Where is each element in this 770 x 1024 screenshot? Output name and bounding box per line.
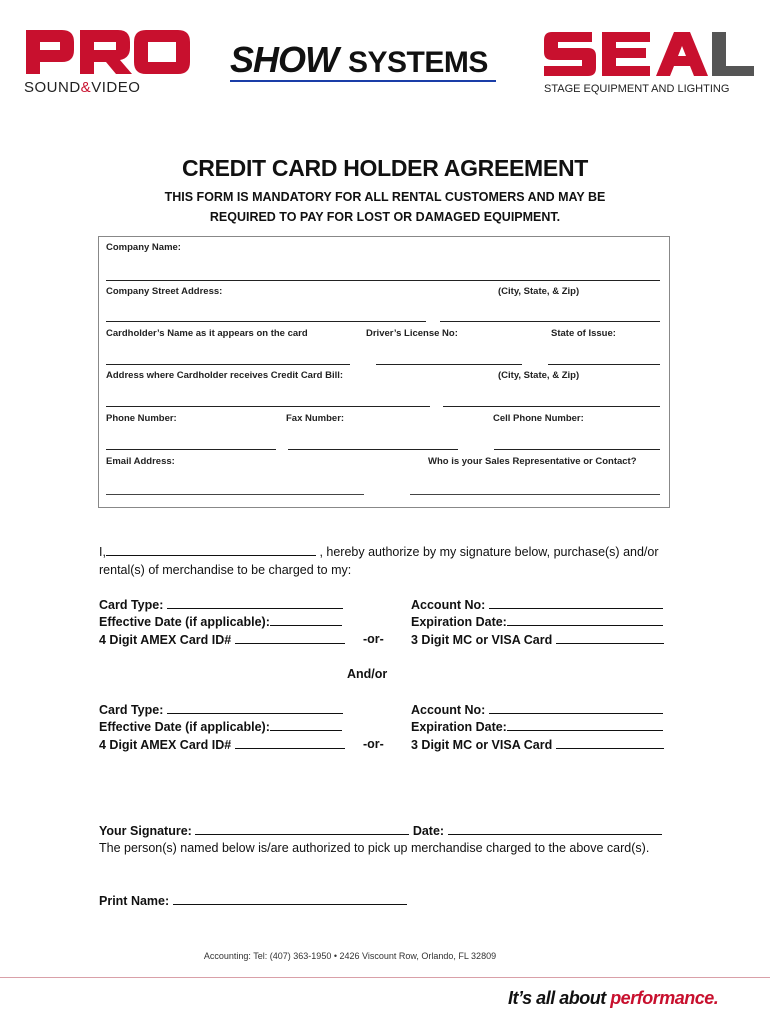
card2-mc-visa-label: 3 Digit MC or VISA Card xyxy=(411,738,553,752)
card2-account-no xyxy=(411,702,663,717)
seal-logo-subtext: STAGE EQUIPMENT AND LIGHTING xyxy=(544,83,730,95)
card1-or: -or- xyxy=(363,632,384,646)
authorization-line-2: rental(s) of merchandise to be charged to my: xyxy=(99,563,352,577)
company-name-field[interactable] xyxy=(106,280,660,281)
cardholder-name-field[interactable] xyxy=(106,364,350,365)
billing-address-field[interactable] xyxy=(106,406,430,407)
billing-city-field[interactable] xyxy=(443,406,660,407)
state-of-issue-label: State of Issue: xyxy=(551,328,616,339)
subtitle-line-2: REQUIRED TO PAY FOR LOST OR DAMAGED EQUIPMENT. xyxy=(209,210,561,224)
footer-contact: Accounting: Tel: (407) 363-1950 • 2426 Viscount Row, Orlando, FL 32809 xyxy=(203,951,497,961)
card1-mc-visa-field[interactable] xyxy=(556,632,664,644)
card1-expiration-label: Expiration Date: xyxy=(411,615,507,629)
authorizer-name-field[interactable] xyxy=(106,545,316,556)
card1-amex-id-field[interactable] xyxy=(235,632,345,644)
card1-mc-visa xyxy=(411,632,664,647)
card2-amex-id-field[interactable] xyxy=(235,737,345,749)
and-or-separator: And/or xyxy=(347,667,388,681)
card1-expiration xyxy=(411,614,663,629)
card2-type-label: Card Type: xyxy=(99,703,164,717)
card1-type-field[interactable] xyxy=(167,597,343,609)
print-name-field[interactable] xyxy=(173,893,407,905)
company-name-label: Company Name: xyxy=(106,242,181,253)
authorization-suffix: , hereby authorize by my signature below, purchase(s) and/or xyxy=(319,545,659,559)
fax-field[interactable] xyxy=(288,449,458,450)
city-state-zip-label-1: (City, State, & Zip) xyxy=(498,286,580,297)
svg-text:SHOW: SHOW xyxy=(230,39,338,80)
card2-account-no-field[interactable] xyxy=(489,702,663,714)
card1-amex-id-label: 4 Digit AMEX Card ID# xyxy=(99,633,232,647)
phone-field[interactable] xyxy=(106,449,276,450)
tagline-accent: performance. xyxy=(610,988,719,1008)
cardholder-name-label: Cardholder’s Name as it appears on the card xyxy=(106,328,308,339)
pro-sound-video-logo xyxy=(22,28,194,96)
fax-label: Fax Number: xyxy=(286,413,345,424)
sales-rep-label: Who is your Sales Representative or Contact? xyxy=(428,456,637,467)
cell-phone-label: Cell Phone Number: xyxy=(493,413,584,424)
footer-divider xyxy=(0,977,770,978)
show-systems-logo xyxy=(228,34,500,94)
company-street-label: Company Street Address: xyxy=(106,286,223,297)
drivers-license-field[interactable] xyxy=(376,364,522,365)
svg-text:SYSTEMS: SYSTEMS xyxy=(348,46,488,79)
phone-label: Phone Number: xyxy=(106,413,177,424)
card2-mc-visa-field[interactable] xyxy=(556,737,664,749)
subtitle-line-1: THIS FORM IS MANDATORY FOR ALL RENTAL CUSTOMERS AND MAY BE xyxy=(164,190,606,204)
card1-effective-date xyxy=(99,614,342,629)
signature-field[interactable] xyxy=(195,823,409,835)
card2-effective-date-label: Effective Date (if applicable): xyxy=(99,720,270,734)
city-state-zip-label-2: (City, State, & Zip) xyxy=(498,370,580,381)
card1-mc-visa-label: 3 Digit MC or VISA Card xyxy=(411,633,553,647)
card1-type xyxy=(99,597,343,612)
card2-account-no-label: Account No: xyxy=(411,703,486,717)
card2-type-field[interactable] xyxy=(167,702,343,714)
card1-account-no xyxy=(411,597,663,612)
signature-date-field[interactable] xyxy=(448,823,662,835)
company-city-field[interactable] xyxy=(440,321,660,322)
authorized-pickup-note: The person(s) named below is/are authorized to pick up merchandise charged to the above card(s). xyxy=(99,841,650,855)
state-of-issue-field[interactable] xyxy=(548,364,660,365)
card2-effective-date xyxy=(99,719,342,734)
card1-effective-date-field[interactable] xyxy=(270,614,342,626)
tagline xyxy=(508,988,718,1009)
card1-expiration-field[interactable] xyxy=(507,614,663,626)
pro-logo-subtext: SOUND&VIDEO xyxy=(24,79,141,96)
card2-amex-id xyxy=(99,737,345,752)
your-signature-label: Your Signature: xyxy=(99,824,192,838)
card2-amex-id-label: 4 Digit AMEX Card ID# xyxy=(99,738,232,752)
print-name-row xyxy=(99,893,407,908)
authorization-line-1 xyxy=(99,545,659,559)
card1-account-no-field[interactable] xyxy=(489,597,663,609)
seal-logo xyxy=(540,28,756,96)
card1-effective-date-label: Effective Date (if applicable): xyxy=(99,615,270,629)
sales-rep-field[interactable] xyxy=(410,494,660,495)
email-label: Email Address: xyxy=(106,456,175,467)
card2-effective-date-field[interactable] xyxy=(270,719,342,731)
card2-expiration xyxy=(411,719,663,734)
email-field[interactable] xyxy=(106,494,364,495)
card2-or: -or- xyxy=(363,737,384,751)
card1-amex-id xyxy=(99,632,345,647)
card1-type-label: Card Type: xyxy=(99,598,164,612)
authorization-prefix: I, xyxy=(99,545,106,559)
card1-account-no-label: Account No: xyxy=(411,598,486,612)
billing-address-label: Address where Cardholder receives Credit Card Bill: xyxy=(106,370,344,381)
card2-type xyxy=(99,702,343,717)
card2-expiration-label: Expiration Date: xyxy=(411,720,507,734)
tagline-prefix: It’s all about xyxy=(508,988,611,1008)
page-title: CREDIT CARD HOLDER AGREEMENT xyxy=(181,155,589,181)
card2-mc-visa xyxy=(411,737,664,752)
cell-phone-field[interactable] xyxy=(494,449,660,450)
signature-row xyxy=(99,823,662,838)
signature-date-label: Date: xyxy=(412,824,445,838)
company-street-field[interactable] xyxy=(106,321,426,322)
print-name-label: Print Name: xyxy=(99,894,170,908)
card2-expiration-field[interactable] xyxy=(507,719,663,731)
drivers-license-label: Driver’s License No: xyxy=(366,328,458,339)
